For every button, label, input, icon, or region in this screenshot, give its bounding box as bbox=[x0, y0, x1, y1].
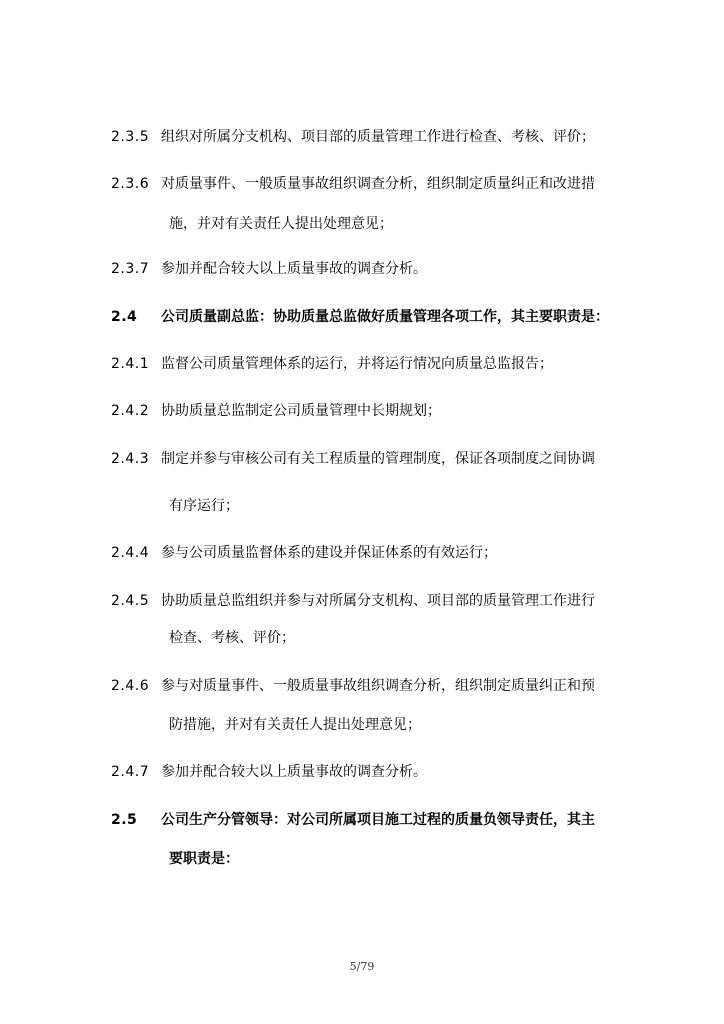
clause-text: 对质量事件、一般质量事故组织调查分析，组织制定质量纠正和改进措 bbox=[161, 176, 595, 192]
clause-text: 制定并参与审核公司有关工程质量的管理制度，保证各项制度之间协调 bbox=[161, 451, 595, 467]
clause-text: 协助质量总监制定公司质量管理中长期规划； bbox=[161, 403, 441, 419]
clause-text: 协助质量总监组织并参与对所属分支机构、项目部的质量管理工作进行 bbox=[161, 593, 595, 609]
clause-text-continuation: 检查、考核、评价； bbox=[169, 630, 295, 646]
clause-text: 参加并配合较大以上质量事故的调查分析。 bbox=[161, 764, 427, 780]
clause-number: 2.3.5 bbox=[111, 129, 150, 145]
section-number: 2.5 bbox=[111, 812, 138, 828]
clause-text: 参与对质量事件、一般质量事故组织调查分析，组织制定质量纠正和预 bbox=[161, 678, 595, 694]
clause-number: 2.4.4 bbox=[111, 545, 150, 561]
clause-number: 2.4.2 bbox=[111, 403, 150, 419]
clause-text-continuation: 防措施，并对有关责任人提出处理意见； bbox=[169, 717, 421, 733]
clause-number: 2.3.6 bbox=[111, 176, 150, 192]
section-number: 2.4 bbox=[111, 309, 138, 325]
clause-number: 2.3.7 bbox=[111, 261, 150, 277]
clause-number: 2.4.5 bbox=[111, 593, 150, 609]
clause-text: 组织对所属分支机构、项目部的质量管理工作进行检查、考核、评价； bbox=[161, 129, 595, 145]
clause-text-continuation: 有序运行； bbox=[169, 498, 239, 514]
page-number: 5/79 bbox=[349, 960, 375, 973]
clause-number: 2.4.6 bbox=[111, 678, 150, 694]
section-heading-text: 公司质量副总监：协助质量总监做好质量管理各项工作，其主要职责是： bbox=[161, 309, 609, 325]
clause-number: 2.4.7 bbox=[111, 764, 150, 780]
clause-number: 2.4.1 bbox=[111, 356, 150, 372]
clause-text: 参与公司质量监督体系的建设并保证体系的有效运行； bbox=[161, 545, 497, 561]
clause-text: 监督公司质量管理体系的运行，并将运行情况向质量总监报告； bbox=[161, 356, 553, 372]
clause-text-continuation: 施，并对有关责任人提出处理意见； bbox=[169, 216, 393, 232]
section-heading-text: 公司生产分管领导：对公司所属项目施工过程的质量负领导责任，其主 bbox=[161, 812, 595, 828]
clause-number: 2.4.3 bbox=[111, 451, 150, 467]
clause-text: 参加并配合较大以上质量事故的调查分析。 bbox=[161, 261, 427, 277]
section-heading-continuation: 要职责是： bbox=[169, 851, 239, 867]
